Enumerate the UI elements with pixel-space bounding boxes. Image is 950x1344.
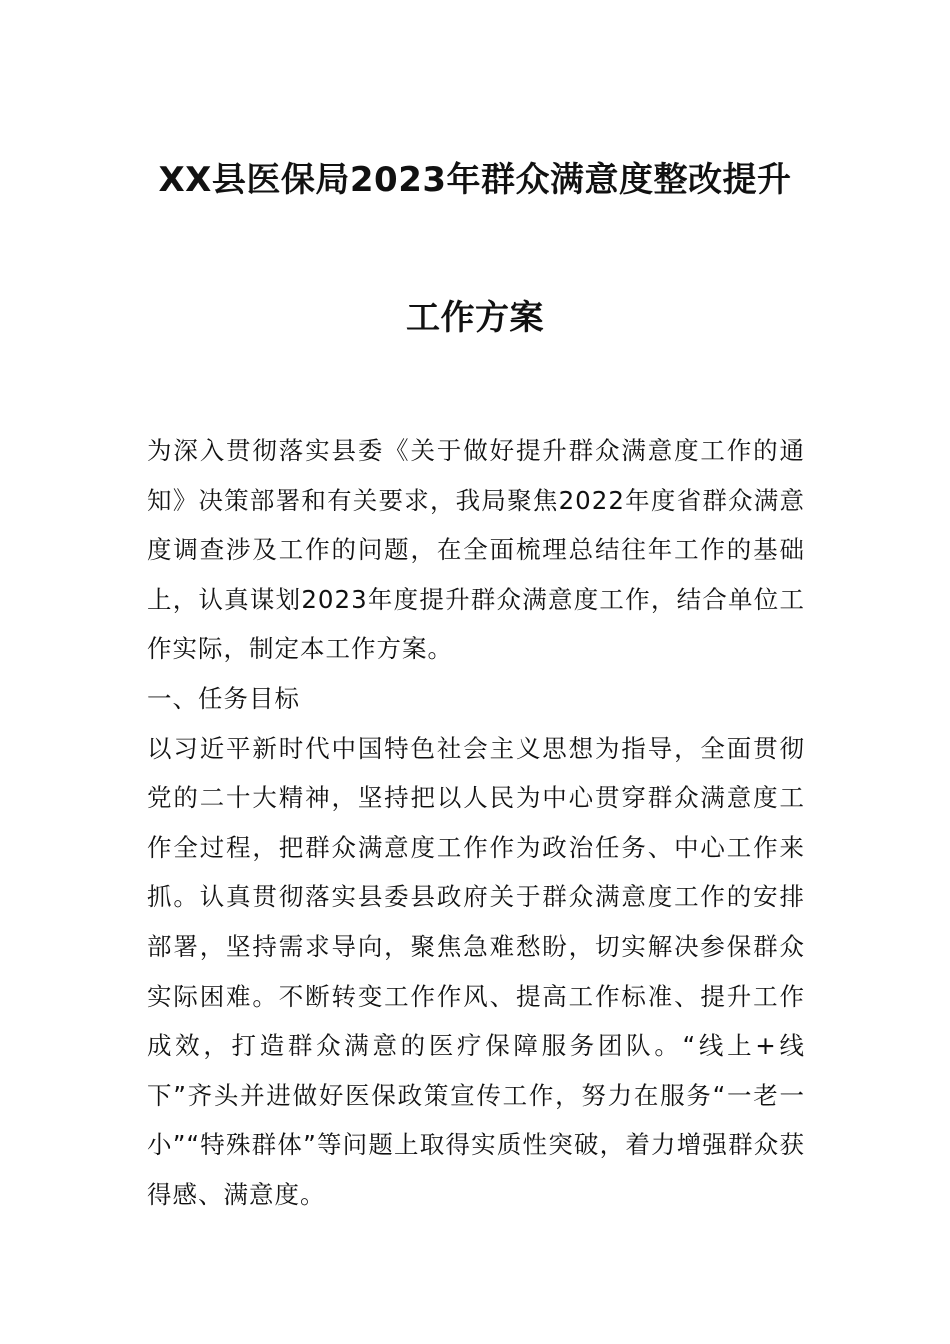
intro-paragraph: 为深入贯彻落实县委《关于做好提升群众满意度工作的通知》决策部署和有关要求，我局聚焦2022年度省群众满意度调查涉及工作的问题，在全面梳理总结往年工作的基础上，认真谋划2023年度提升群众满意度工作，结合单位工作实际，制定本工作方案。: [147, 436, 805, 664]
document-body: [147, 426, 805, 1220]
section-1-heading: 一、任务目标: [147, 683, 300, 713]
section-1-paragraph: 以习近平新时代中国特色社会主义思想为指导，全面贯彻党的二十大精神，坚持把以人民为中心贯穿群众满意度工作全过程，把群众满意度工作作为政治任务、中心工作来抓。认真贯彻落实县委县政府关于群众满意度工作的安排部署，坚持需求导向，聚焦急难愁盼，切实解决参保群众实际困难。不断转变工作作风、提高工作标准、提升工作成效，打造群众满意的医疗保障服务团队。“线上+线下”齐头并进做好医保政策宣传工作，努力在服务“一老一小”“特殊群体”等问题上取得实质性突破，着力增强群众获得感、满意度。: [147, 733, 805, 1209]
document-title-line-1: XX县医保局2023年群众满意度整改提升: [158, 160, 792, 200]
document-title-line-2: 工作方案: [406, 298, 544, 338]
